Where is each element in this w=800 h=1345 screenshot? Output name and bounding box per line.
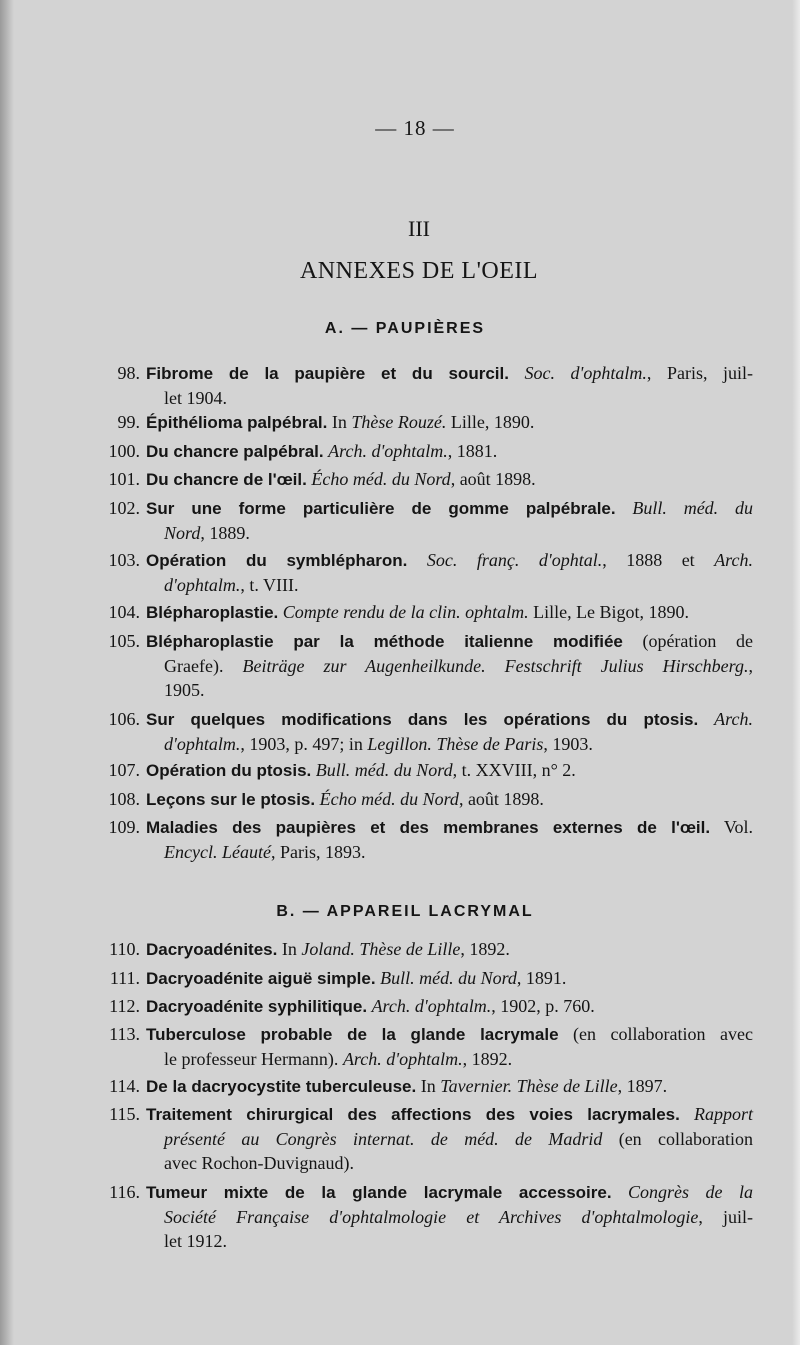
binding-shadow [0, 0, 14, 1345]
entry-number: 112. [109, 996, 140, 1016]
entry-line [164, 573, 753, 597]
entry-line [146, 467, 753, 492]
entry-detail: (en collaboration avec [558, 1024, 753, 1044]
entry-text [146, 994, 753, 1019]
entry-source: Arch. d'ophtalm. [328, 441, 448, 461]
entry-source: Tavernier. Thèse de Lille [440, 1076, 618, 1096]
entry-line [164, 386, 753, 410]
entry-text [146, 548, 753, 597]
entry-detail: avec Rochon-Duvignaud). [164, 1153, 354, 1173]
entry-line [164, 654, 753, 678]
entry-number: 110. [109, 939, 140, 959]
entry-text [146, 629, 753, 702]
entry-subject: Opération du symblépharon. [146, 551, 408, 570]
entry-number: 109. [108, 817, 140, 837]
entry-source: Société Française d'ophtalmologie et Archives d'ophtalmologie [164, 1207, 699, 1227]
page-edge [792, 0, 800, 1345]
entry-detail [698, 709, 714, 729]
entry-line [164, 1151, 753, 1175]
entry-text [146, 1102, 753, 1175]
entry-detail [616, 498, 633, 518]
entry-detail: , t. VIII. [240, 575, 299, 595]
entry-detail: (opération de [622, 631, 753, 651]
entry-subject: Traitement chirurgical des affections des voies lacrymales. [146, 1105, 680, 1124]
entry-detail: , août 1898. [450, 469, 536, 489]
entry-number: 101. [108, 469, 140, 489]
entry-detail: , Paris, 1893. [270, 842, 366, 862]
entry-line [146, 600, 753, 625]
entry-line [164, 521, 753, 545]
entry-text [146, 410, 753, 435]
entry-number: 114. [109, 1076, 140, 1096]
entry-line [146, 937, 753, 962]
entry-detail: , [748, 656, 753, 676]
section-title: ANNEXES DE L'OEIL [299, 258, 539, 284]
entry-subject: Leçons sur le ptosis. [146, 790, 316, 809]
entry-source: Thèse Rouzé. [351, 412, 447, 432]
entry-line [146, 496, 753, 521]
entry-number: 111. [109, 968, 140, 988]
entry-source: Soc. franç. d'ophtal. [426, 550, 603, 570]
entry-detail: Vol. [710, 817, 754, 837]
entry-detail: 1905. [164, 680, 205, 700]
entry-detail: , 1891. [516, 968, 567, 988]
entry-source: Encycl. Léauté [164, 842, 271, 862]
entry-number: 108. [108, 789, 140, 809]
entry-line [146, 1022, 753, 1047]
entry-detail: Lille, 1890. [446, 412, 535, 432]
entry-text [146, 787, 753, 812]
entry-detail: In [416, 1076, 441, 1096]
entry-detail: , 1892. [460, 939, 510, 959]
entry-source: Beiträge zur Augenheilkunde. Festschrift Julius Hirschberg. [242, 656, 749, 676]
entry-text [146, 496, 753, 545]
entry-line [164, 840, 753, 864]
entry-line [164, 732, 753, 756]
entry-detail: let 1912. [164, 1231, 227, 1251]
entry-line [146, 548, 753, 573]
entry-subject: Épithélioma palpébral. [146, 413, 328, 432]
entry-subject: Blépharoplastie. [146, 603, 279, 622]
entry-source: Arch. [714, 709, 753, 729]
entry-source: Bull. méd. du Nord [315, 760, 453, 780]
entry-subject: Dacryoadénite aiguë simple. [146, 969, 376, 988]
entry-line [164, 678, 753, 702]
entry-detail: , 1903. [543, 734, 593, 754]
entry-source: Legillon. Thèse de Paris [367, 734, 544, 754]
entry-detail: Graefe). [164, 656, 243, 676]
entry-source: Nord [164, 523, 201, 543]
entry-line [146, 966, 753, 991]
entry-detail [680, 1104, 694, 1124]
entry-line [146, 439, 753, 464]
subsection-title-paupieres: A. — PAUPIÈRES [324, 320, 486, 337]
entry-source: Bull. méd. du [632, 498, 753, 518]
entry-text [146, 815, 753, 864]
entry-detail: , 1902, p. 760. [491, 996, 595, 1016]
entry-text [146, 361, 753, 410]
entry-source: Joland. Thèse de Lille [301, 939, 461, 959]
entry-line [146, 815, 753, 840]
entry-number: 100. [108, 441, 140, 461]
entry-subject: Sur quelques modifications dans les opérations du ptosis. [146, 710, 699, 729]
entry-number: 102. [108, 498, 140, 518]
entry-number: 107. [108, 760, 140, 780]
entry-number: 116. [109, 1182, 140, 1202]
section-number: III [408, 216, 430, 241]
entry-line [146, 787, 753, 812]
entry-source: d'ophtalm. [164, 575, 241, 595]
entry-line [146, 410, 753, 435]
entry-detail: , 1889. [200, 523, 250, 543]
entry-line [146, 758, 753, 783]
entry-text [146, 600, 753, 625]
entry-subject: Blépharoplastie par la méthode italienne modifiée [146, 632, 623, 651]
entry-source: Arch. d'ophtalm. [371, 996, 492, 1016]
entry-text [146, 439, 753, 464]
entry-line [164, 1229, 753, 1253]
entry-subject: Dacryoadénites. [146, 940, 278, 959]
entry-line [146, 629, 753, 654]
entry-detail: , Paris, juil- [646, 363, 754, 383]
entry-detail: , 1903, p. 497; in [240, 734, 368, 754]
entry-source: Arch. [714, 550, 754, 570]
entry-line [146, 707, 753, 732]
entry-detail: , 1888 et [602, 550, 715, 570]
entry-line [164, 1047, 753, 1071]
entry-number: 105. [108, 631, 140, 651]
entry-number: 99. [117, 412, 140, 432]
entry-subject: Du chancre palpébral. [146, 442, 324, 461]
entry-source: Arch. d'ophtalm. [342, 1049, 463, 1069]
entry-source: présenté au Congrès internat. de méd. de Madrid [164, 1129, 603, 1149]
subsection-title-appareil-lacrymal: B. — APPAREIL LACRYMAL [276, 903, 534, 920]
entry-subject: Sur une forme particulière de gomme palpébrale. [146, 499, 616, 518]
entry-number: 103. [108, 550, 140, 570]
entry-detail: , t. XXVIII, n° 2. [452, 760, 576, 780]
entry-source: Congrès de la [628, 1182, 753, 1202]
entry-text [146, 1180, 753, 1253]
entry-detail [509, 363, 525, 383]
entry-number: 104. [108, 602, 140, 622]
entry-subject: De la dacryocystite tuberculeuse. [146, 1077, 417, 1096]
page-number: — 18 — [375, 116, 455, 140]
entry-text [146, 758, 753, 783]
entry-number: 115. [109, 1104, 140, 1124]
entry-subject: Maladies des paupières et des membranes externes de l'œil. [146, 818, 711, 837]
entry-detail: In [327, 412, 352, 432]
entry-source: Écho méd. du Nord [311, 469, 451, 489]
entry-detail: Lille, Le Bigot, 1890. [528, 602, 690, 622]
entry-source: Bull. méd. du Nord [380, 968, 517, 988]
entry-line [164, 1127, 753, 1151]
entry-subject: Opération du ptosis. [146, 761, 312, 780]
entry-line [146, 1074, 753, 1099]
entry-line [146, 1102, 753, 1127]
entry-detail: (en collaboration [602, 1129, 753, 1149]
entry-detail [612, 1182, 628, 1202]
entry-subject: Tuberculose probable de la glande lacrymale [146, 1025, 559, 1044]
entry-number: 113. [109, 1024, 140, 1044]
entry-detail: , août 1898. [458, 789, 544, 809]
entry-subject: Dacryoadénite syphilitique. [146, 997, 368, 1016]
entry-detail: , 1892. [462, 1049, 513, 1069]
entry-detail: let 1904. [164, 388, 227, 408]
entry-line [146, 361, 753, 386]
entry-text [146, 707, 753, 756]
entry-detail: , 1897. [617, 1076, 668, 1096]
entry-detail: , juil- [698, 1207, 754, 1227]
entry-source: d'ophtalm. [164, 734, 241, 754]
entry-text [146, 1074, 753, 1099]
entry-subject: Du chancre de l'œil. [146, 470, 307, 489]
entry-source: Écho méd. du Nord [319, 789, 459, 809]
entry-text [146, 966, 753, 991]
entry-line [164, 1205, 753, 1229]
entry-detail: , 1881. [447, 441, 498, 461]
entry-text [146, 467, 753, 492]
entry-source: Compte rendu de la clin. ophtalm. [282, 602, 529, 622]
entry-detail: le professeur Hermann). [164, 1049, 343, 1069]
entry-detail [407, 550, 427, 570]
entry-source: Rapport [693, 1104, 753, 1124]
entry-text [146, 937, 753, 962]
entry-number: 106. [108, 709, 140, 729]
entry-number: 98. [117, 363, 140, 383]
entry-subject: Fibrome de la paupière et du sourcil. [146, 364, 509, 383]
entry-subject: Tumeur mixte de la glande lacrymale accessoire. [146, 1183, 612, 1202]
entry-line [146, 1180, 753, 1205]
entry-detail: In [277, 939, 302, 959]
entry-source: Soc. d'ophtalm. [524, 363, 647, 383]
entry-text [146, 1022, 753, 1071]
entry-line [146, 994, 753, 1019]
